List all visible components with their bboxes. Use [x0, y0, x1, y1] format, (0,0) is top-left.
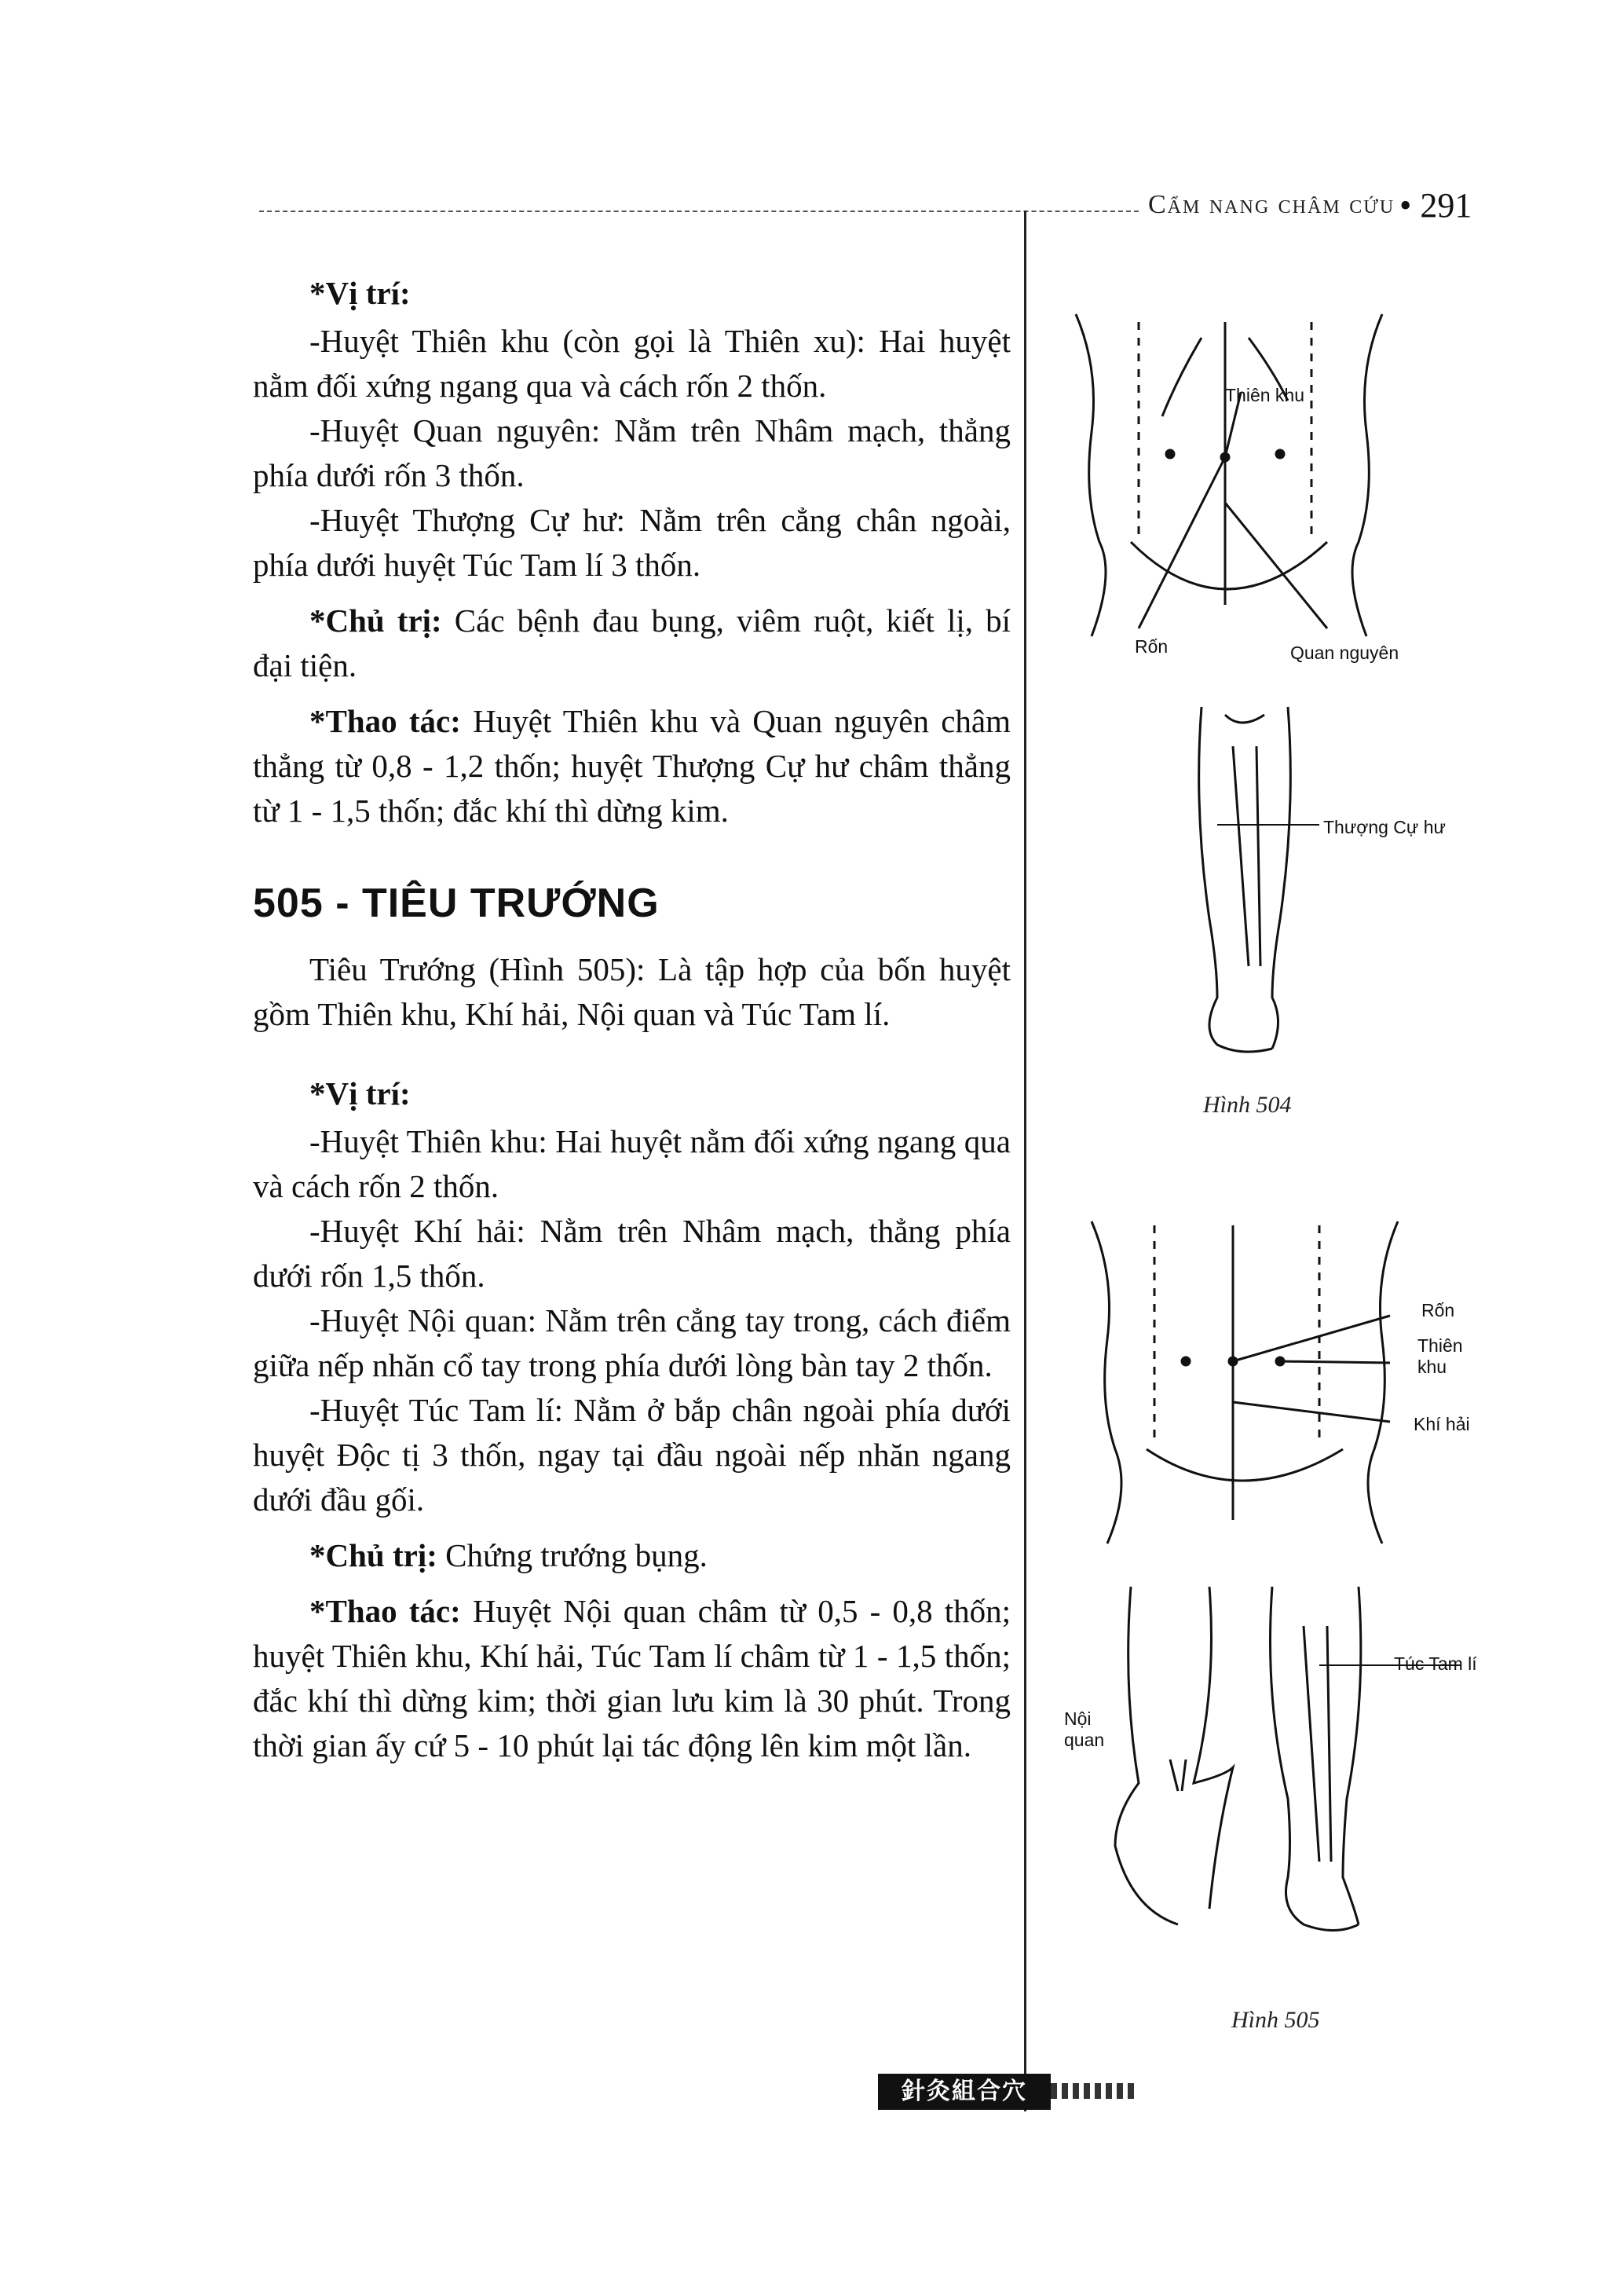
operation-paragraph [253, 699, 1011, 833]
label-tuc-tam-li: Túc Tam lí [1394, 1653, 1477, 1674]
footer-strip [1051, 2083, 1137, 2099]
section-title: 505 - TIÊU TRƯỚNG [253, 881, 660, 926]
label-khi-hai: Khí hải [1414, 1414, 1470, 1434]
operation-text: Huyệt Nội quan châm từ 0,5 - 0,8 thốn; huyệt Thiên khu, Khí hải, Túc Tam lí châm từ 1 - 1,5 thốn; đắc khí thì dừng kim; thời gian lưu kim là 30 phút. Trong thời gian ấy cứ 5 - 10 phút lại tác động lên kim một lần. [253, 1593, 1011, 1763]
leg-illustration-505 [1256, 1579, 1461, 1940]
operation-label: *Thao tác: [309, 703, 461, 739]
indication-text: Các bệnh đau bụng, viêm ruột, kiết lị, bí đại tiện. [253, 602, 1011, 683]
location-item: -Huyệt Nội quan: Nằm trên cẳng tay trong, cách điểm giữa nếp nhăn cổ tay trong phía dưới lòng bàn tay 2 thốn. [253, 1302, 1011, 1383]
abdomen-illustration-505 [1084, 1214, 1414, 1559]
operation-text: Huyệt Thiên khu và Quan nguyên châm thẳng từ 0,8 - 1,2 thốn; huyệt Thượng Cự hư châm thẳng từ 1 - 1,5 thốn; đắc khí thì dừng kim. [253, 703, 1011, 829]
location-item: -Huyệt Quan nguyên: Nằm trên Nhâm mạch, thẳng phía dưới rốn 3 thốn. [253, 412, 1011, 493]
location-item: -Huyệt Thiên khu: Hai huyệt nằm đối xứng ngang qua và cách rốn 2 thốn. [253, 1123, 1011, 1204]
location-item: -Huyệt Thiên khu (còn gọi là Thiên xu): Hai huyệt nằm đối xứng ngang qua và cách rốn 2 thốn. [253, 323, 1011, 404]
section-505 [253, 880, 1011, 1768]
column-divider [1024, 211, 1026, 2111]
indication-paragraph [253, 599, 1011, 688]
running-head: Cẩm nang châm cứu [1148, 190, 1395, 219]
label-thien-khu: Thiên khu [1417, 1335, 1463, 1377]
label-ron: Rốn [1135, 636, 1169, 657]
location-item: -Huyệt Khí hải: Nằm trên Nhâm mạch, thẳng phía dưới rốn 1,5 thốn. [253, 1213, 1011, 1294]
indication-label: *Chủ trị: [309, 1537, 437, 1573]
page-number: • 291 [1399, 186, 1472, 225]
section-intro: Tiêu Trướng (Hình 505): Là tập hợp của bốn huyệt gồm Thiên khu, Khí hải, Nội quan và Túc Tam lí. [253, 951, 1011, 1032]
location-item: -Huyệt Thượng Cự hư: Nằm trên cẳng chân ngoài, phía dưới huyệt Túc Tam lí 3 thốn. [253, 502, 1011, 583]
label-noi-quan: Nội quan [1064, 1708, 1105, 1750]
indication-label: *Chủ trị: [309, 602, 442, 639]
forearm-illustration-505 [1099, 1579, 1241, 1940]
footer-badge: 針灸組合穴 [878, 2074, 1051, 2110]
label-thuong-cu-hu: Thượng Cự hư [1323, 817, 1446, 837]
leg-illustration-504 [1178, 699, 1319, 1060]
header-rule [259, 211, 1139, 212]
indication-text: Chứng trướng bụng. [437, 1537, 708, 1573]
figure-caption: Hình 504 [1203, 1092, 1292, 1118]
figure-caption: Hình 505 [1231, 2007, 1320, 2033]
operation-paragraph [253, 1589, 1011, 1768]
location-item: -Huyệt Túc Tam lí: Nằm ở bắp chân ngoài phía dưới huyệt Độc tị 3 thốn, ngay tại đầu ngoài nếp nhăn ngang dưới đầu gối. [253, 1392, 1011, 1518]
label-thien-khu: Thiên khu [1225, 385, 1305, 405]
text-block-504 [253, 271, 1011, 833]
abdomen-illustration-504 [1068, 306, 1398, 668]
label-ron: Rốn [1421, 1300, 1455, 1320]
label-quan-nguyen: Quan nguyên [1290, 643, 1399, 663]
location-heading: *Vị trí: [309, 1075, 411, 1111]
location-heading: *Vị trí: [309, 275, 411, 311]
operation-label: *Thao tác: [309, 1593, 461, 1629]
indication-paragraph [253, 1533, 1011, 1578]
